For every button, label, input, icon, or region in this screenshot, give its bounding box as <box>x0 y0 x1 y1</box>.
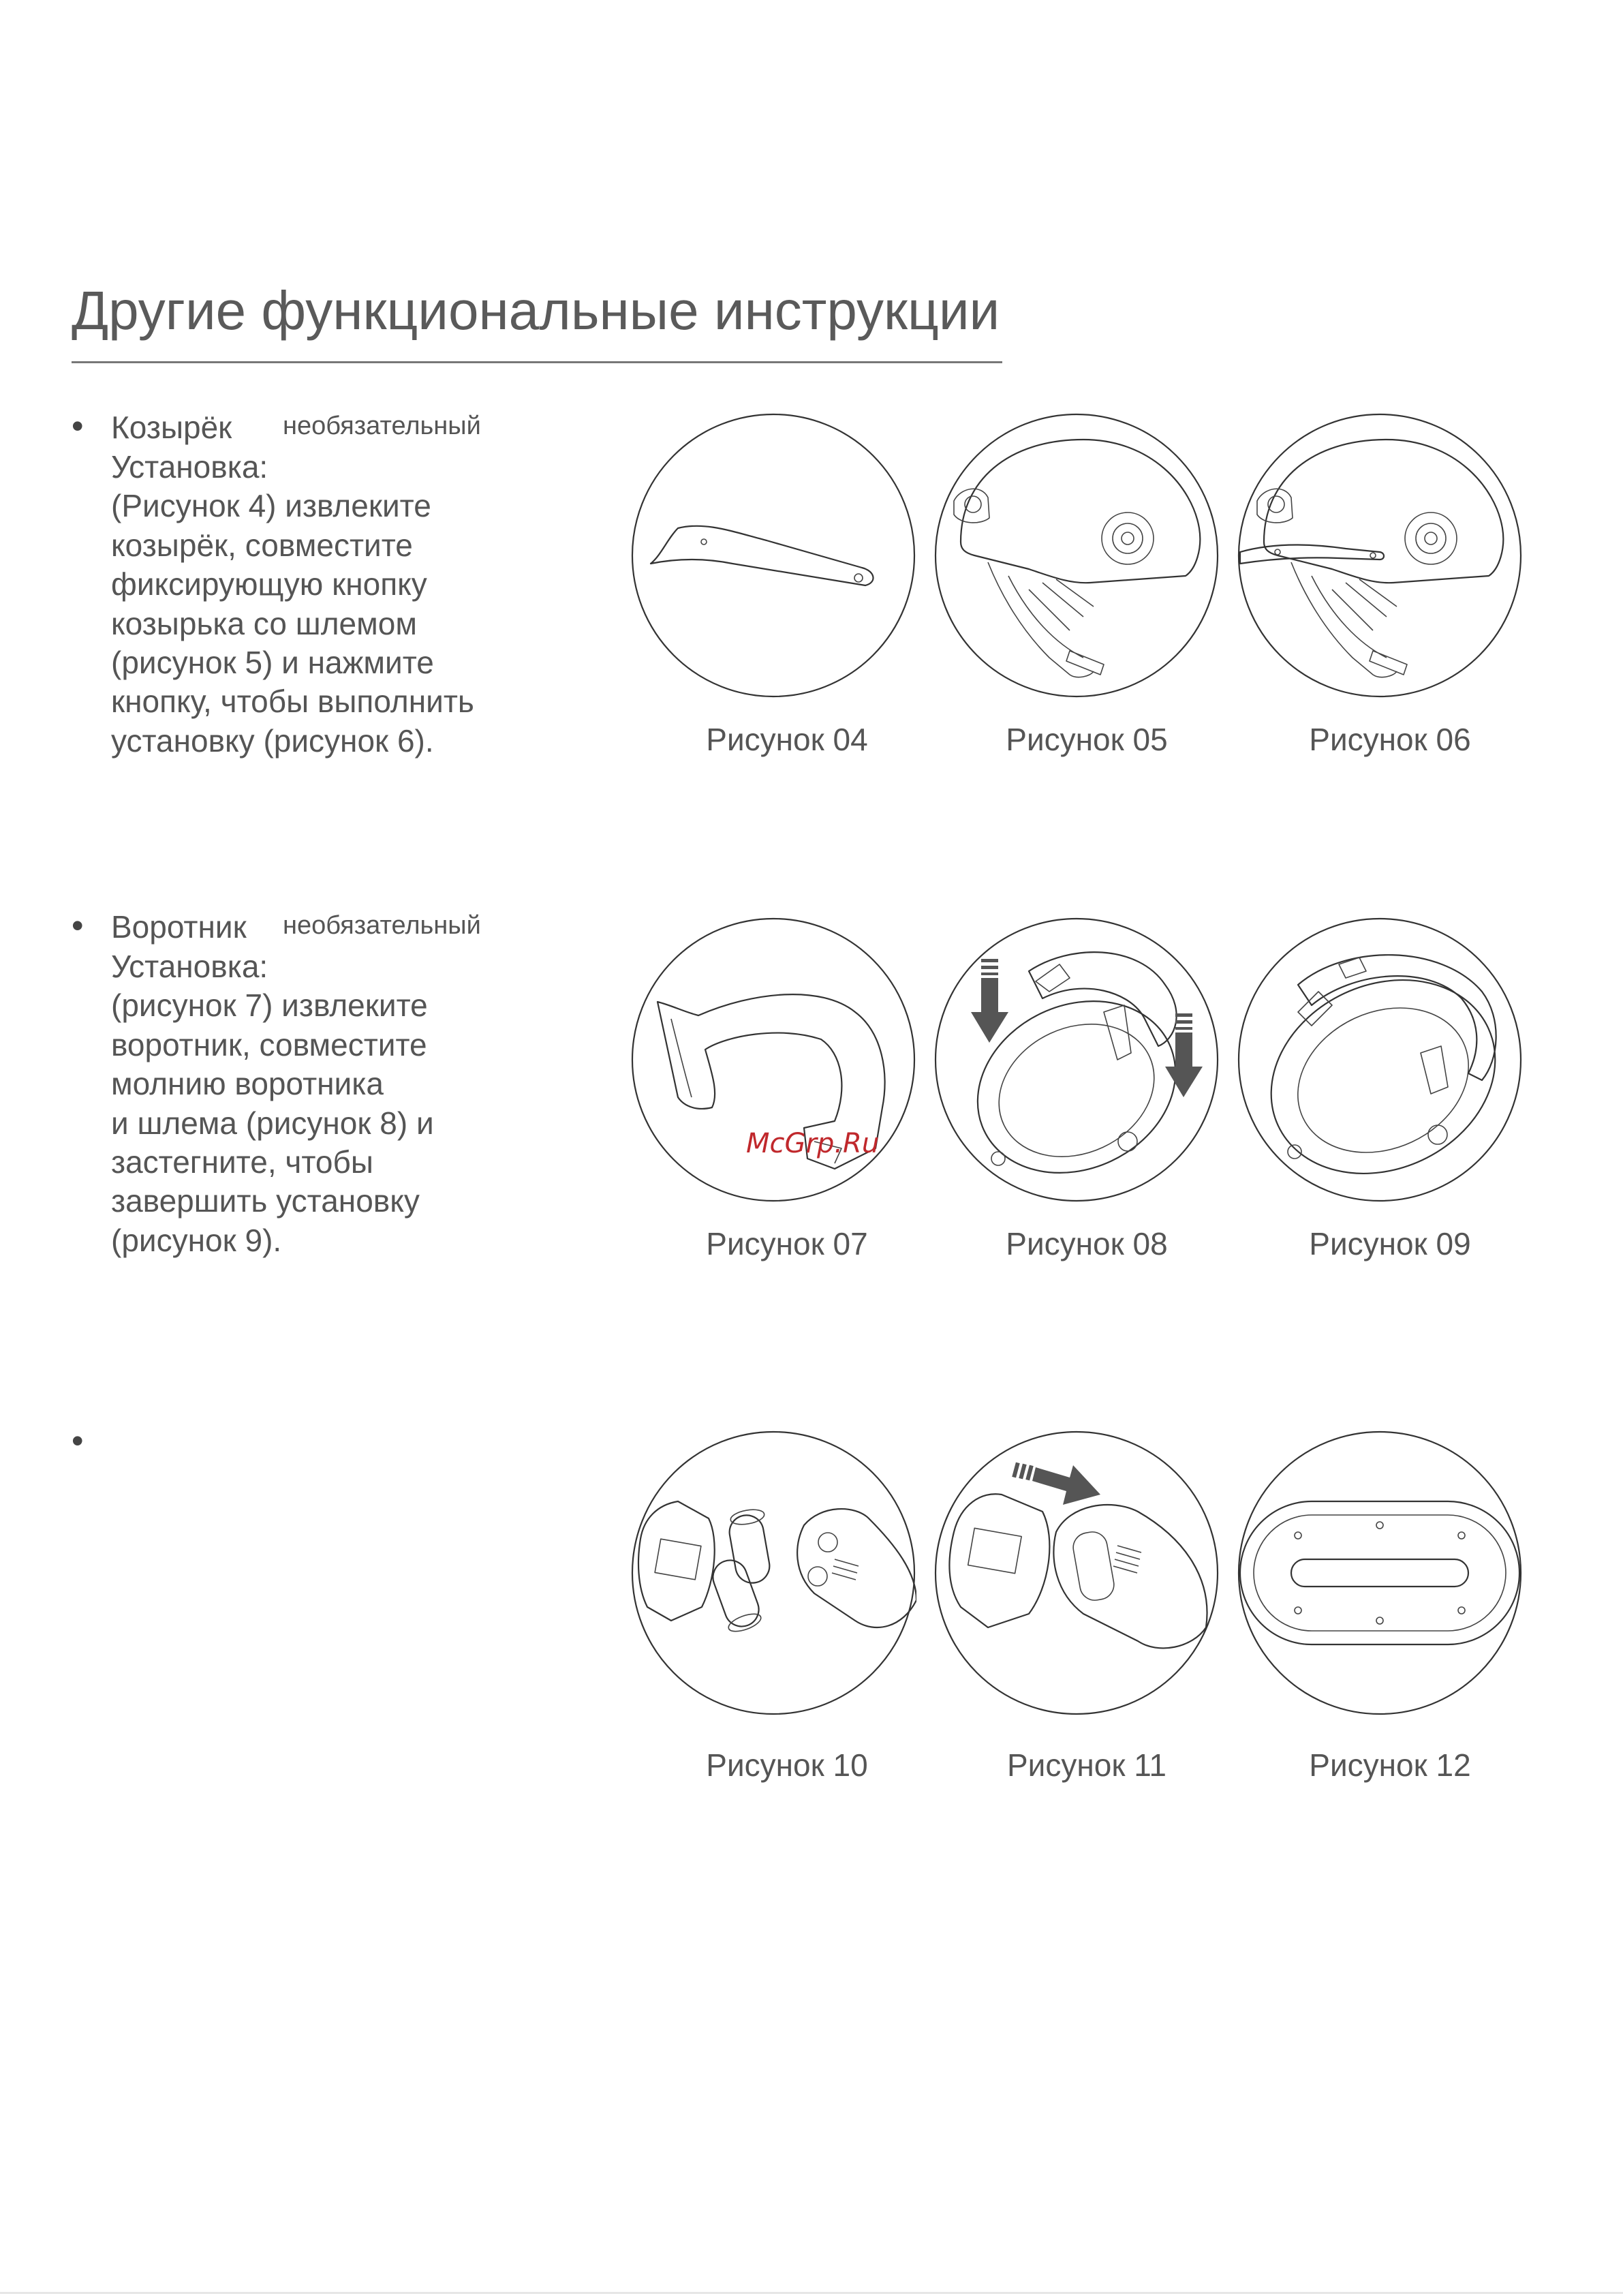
figure-caption: Рисунок 04 <box>706 722 868 757</box>
body-line: завершить установку <box>111 1183 420 1219</box>
figure-10 <box>630 1430 916 1716</box>
figure-09 <box>1237 917 1523 1203</box>
body-line: воротник, совместите <box>111 1026 427 1062</box>
body-line: (рисунок 9). <box>111 1222 282 1258</box>
page-title: Другие функциональные инструкции <box>72 280 1000 341</box>
figure-11 <box>933 1430 1220 1716</box>
body-line: и шлема (рисунок 8) и <box>111 1105 434 1141</box>
body-line: (рисунок 5) и нажмите <box>111 645 434 681</box>
body-line: Установка: <box>111 449 268 485</box>
figure-caption: Рисунок 09 <box>1309 1226 1471 1261</box>
figure-05 <box>933 412 1220 699</box>
body-line: установку (рисунок 6). <box>111 722 434 759</box>
title-underline <box>72 361 1002 363</box>
figure-07 <box>630 917 916 1203</box>
collar-installed-icon <box>1237 917 1523 1203</box>
section-body <box>111 947 434 1260</box>
optional-note: необязательный <box>283 412 481 440</box>
figure-caption: Рисунок 10 <box>706 1747 868 1783</box>
figure-12 <box>1237 1430 1523 1716</box>
figure-04 <box>630 412 916 699</box>
figure-caption: Рисунок 12 <box>1309 1747 1471 1783</box>
body-line: кнопку, чтобы выполнить <box>111 684 474 720</box>
figure-caption: Рисунок 07 <box>706 1226 868 1261</box>
body-line: козырька со шлемом <box>111 605 417 641</box>
watermark: McGrp.Ru <box>746 1128 880 1159</box>
battery-insert-icon <box>630 1430 916 1716</box>
bullet: • <box>72 1422 84 1460</box>
body-line: молнию воротника <box>111 1066 384 1102</box>
optional-note: необязательный <box>283 911 481 940</box>
figure-06 <box>1237 412 1523 699</box>
body-line: Установка: <box>111 949 268 984</box>
section-heading: Козырёк <box>111 410 232 445</box>
body-line: фиксирующую кнопку <box>111 566 427 602</box>
body-line: застегните, чтобы <box>111 1144 373 1180</box>
visor-part-icon <box>630 412 916 699</box>
collar-part-icon <box>630 917 916 1203</box>
body-line: (Рисунок 4) извлеките <box>111 488 431 524</box>
section-heading: Воротник <box>111 909 247 945</box>
figure-caption: Рисунок 11 <box>1006 1747 1167 1783</box>
body-line: козырёк, совместите <box>111 527 413 563</box>
collar-align-icon <box>933 917 1220 1203</box>
figure-caption: Рисунок 06 <box>1309 722 1471 757</box>
bullet: • <box>72 906 84 945</box>
figure-caption: Рисунок 05 <box>1006 722 1168 757</box>
bullet: • <box>72 407 84 445</box>
figure-08 <box>933 917 1220 1203</box>
bottom-rule <box>0 2292 1623 2294</box>
figure-caption: Рисунок 08 <box>1006 1226 1168 1261</box>
helmet-with-visor-icon <box>1237 412 1523 699</box>
section-body <box>111 448 474 761</box>
cover-closed-icon <box>1237 1430 1523 1716</box>
battery-cover-icon <box>933 1430 1220 1716</box>
helmet-side-icon <box>933 412 1220 699</box>
body-line: (рисунок 7) извлеките <box>111 988 428 1024</box>
